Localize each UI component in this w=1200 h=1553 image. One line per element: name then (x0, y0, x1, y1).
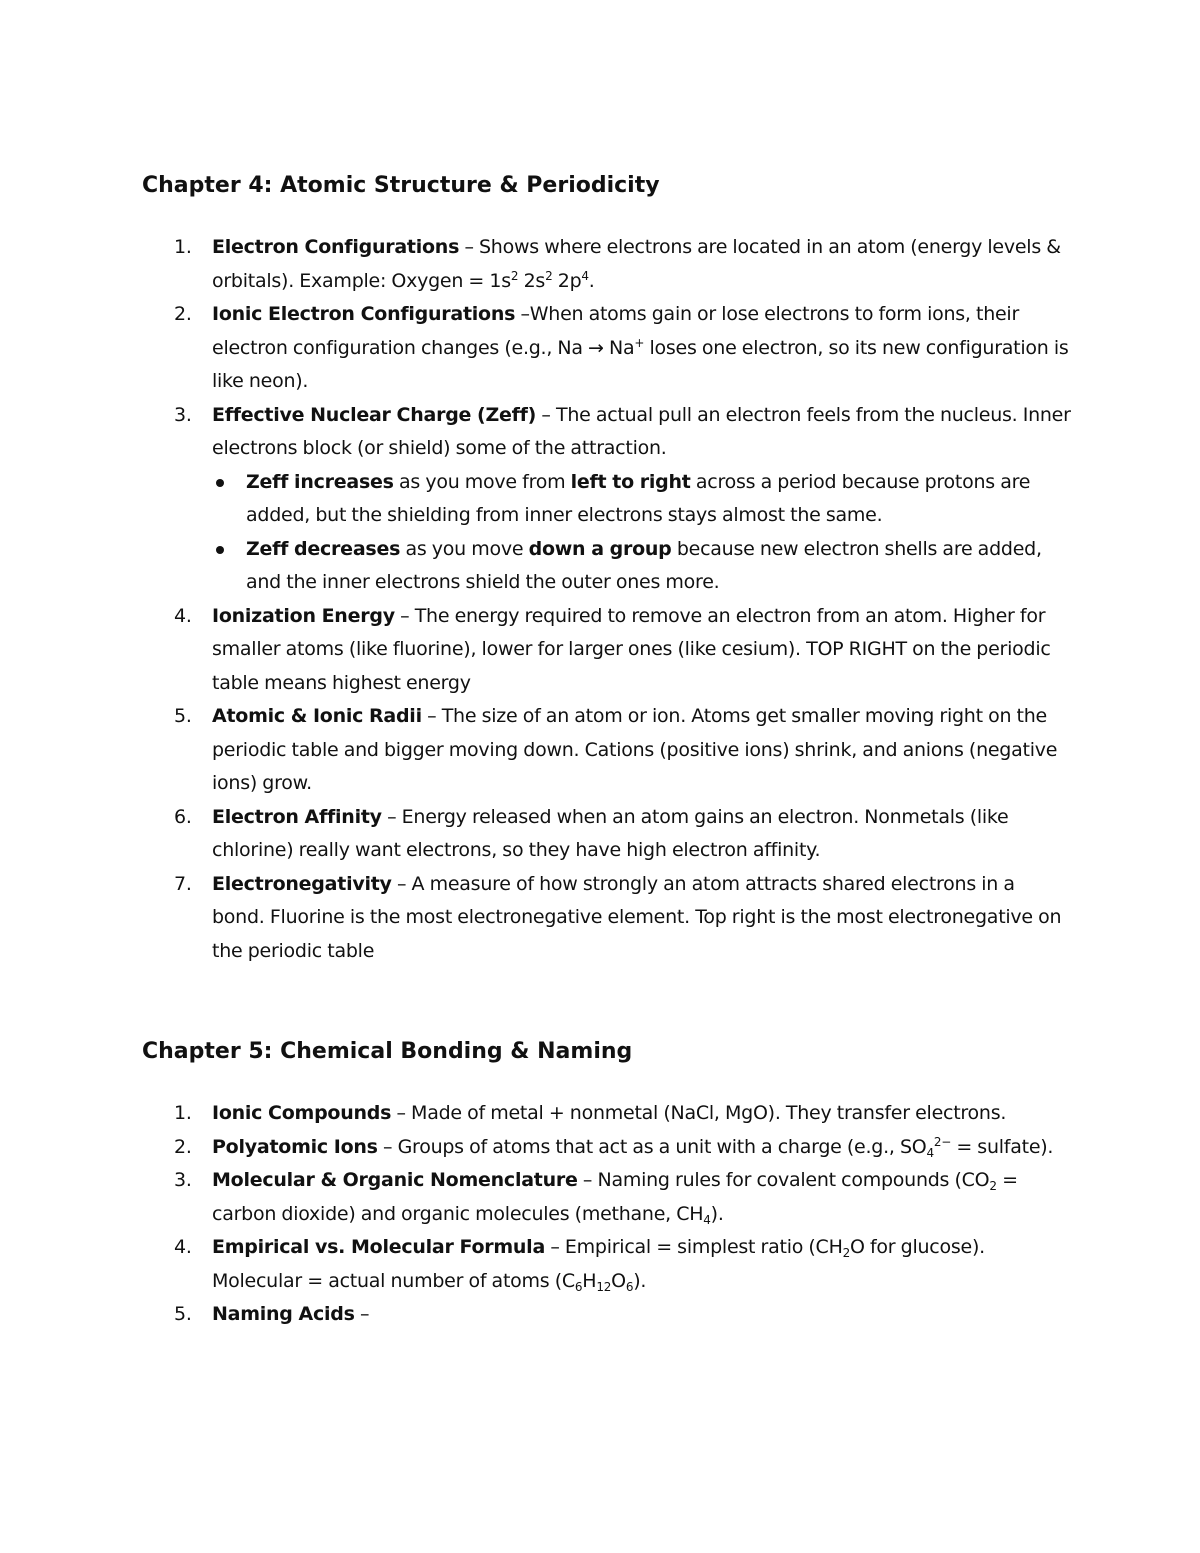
bullet-dot-icon (216, 546, 224, 554)
list-item (142, 1164, 1072, 1231)
item-text: = carbon dioxide) and organic molecules (methane, CH (212, 1169, 1018, 1225)
separator: – (459, 236, 479, 258)
separator: – (394, 604, 415, 627)
term-electron-affinity: Electron Affinity (212, 805, 382, 828)
list-item (142, 700, 1072, 801)
separator: – (577, 1169, 598, 1191)
chapter-4-title: Chapter 4: Atomic Structure & Periodicity (142, 173, 660, 198)
separator: – (536, 403, 556, 426)
list-item (142, 399, 1072, 600)
item-number: 2. (174, 303, 192, 325)
list-item (142, 1131, 1072, 1165)
item-text: Shows where electrons are located in an atom (energy levels & orbitals). Example: Oxygen = 1s (212, 236, 1061, 292)
separator: – (421, 705, 442, 727)
item-text: Made of metal + nonmetal (NaCl, MgO). They transfer electrons. (411, 1102, 1007, 1124)
item-number: 5. (174, 1303, 192, 1325)
item-number: 1. (174, 1102, 192, 1124)
item-text: 2s (518, 269, 546, 292)
item-text: . (588, 269, 595, 292)
item-number: 4. (174, 604, 192, 627)
chapter-4-list (142, 231, 1072, 968)
subscript: 12 (596, 1279, 612, 1294)
bullet-text: because new electron shells are added, and the inner electrons shield the outer ones more. (246, 537, 1042, 593)
list-item (142, 298, 1072, 399)
item-text: The actual pull an electron feels from the nucleus. Inner electrons block (or shield) some of the attraction. (212, 403, 1071, 459)
superscript: + (634, 335, 645, 350)
item-text: When atoms gain or lose electrons to form ions, their electron configuration changes (e.g., Na → Na (212, 303, 1020, 359)
term-naming-acids: Naming Acids (212, 1303, 355, 1325)
bullet-text: as you move from (393, 470, 571, 493)
item-text: ). (710, 1202, 724, 1225)
subscript: 2 (842, 1246, 850, 1260)
item-text: A measure of how strongly an atom attracts shared electrons in a bond. Fluorine is the most electronegative element. Top right is the most electronegative on the periodic table (212, 872, 1062, 962)
item-number: 3. (174, 403, 192, 426)
item-number: 4. (174, 1236, 192, 1258)
item-text: 2p (552, 269, 582, 292)
term-ionic-compounds: Ionic Compounds (212, 1102, 392, 1124)
term-electronegativity: Electronegativity (212, 872, 392, 895)
item-text: H (582, 1269, 597, 1292)
item-text: loses one electron, so its new configuration is like neon). (212, 336, 1069, 392)
subscript: 2 (989, 1179, 997, 1193)
list-item (142, 1231, 1072, 1298)
list-item (142, 801, 1072, 868)
chapter-4-section (142, 168, 1072, 968)
list-item (142, 1298, 1072, 1332)
bullet-item (212, 533, 1072, 600)
item-text: O for glucose). Molecular = actual number of atoms (C (212, 1236, 985, 1292)
bullet-text: as you move (400, 537, 529, 560)
superscript: 2 (545, 268, 553, 283)
term-empirical-molecular-formula: Empirical vs. Molecular Formula (212, 1236, 546, 1258)
list-item (142, 600, 1072, 701)
bullet-bold: left to right (570, 470, 691, 493)
separator: – (515, 303, 530, 325)
list-item (142, 1097, 1072, 1131)
item-text: ). (633, 1269, 647, 1292)
item-number: 3. (174, 1169, 192, 1191)
item-number: 2. (174, 1135, 192, 1158)
term-atomic-ionic-radii: Atomic & Ionic Radii (212, 705, 422, 727)
separator: – (545, 1236, 565, 1258)
term-effective-nuclear-charge: Effective Nuclear Charge (Zeff) (212, 403, 537, 426)
item-number: 1. (174, 236, 192, 258)
item-text: The energy required to remove an electron from an atom. Higher for smaller atoms (like fluorine), lower for larger ones (like cesium). TOP RIGHT on the periodic table means highest energy (212, 604, 1051, 694)
separator: – (391, 1102, 412, 1124)
item-text: The size of an atom or ion. Atoms get smaller moving right on the periodic table and bigger moving down. Cations (positive ions) shrink, and anions (negative ions) grow. (212, 705, 1058, 794)
term-ionic-electron-configurations: Ionic Electron Configurations (212, 303, 516, 325)
bullet-bold: Zeff decreases (246, 537, 401, 560)
subscript: 4 (926, 1145, 934, 1160)
chapter-5-list (142, 1097, 1072, 1332)
chapter-5-section (142, 1034, 1072, 1332)
list-item (142, 231, 1072, 298)
term-ionization-energy: Ionization Energy (212, 604, 395, 627)
item-number: 6. (174, 805, 192, 828)
separator: – (354, 1303, 370, 1325)
bullet-dot-icon (216, 479, 224, 487)
item-text: = sulfate). (951, 1135, 1054, 1158)
superscript: 2− (933, 1134, 952, 1149)
term-polyatomic-ions: Polyatomic Ions (212, 1135, 378, 1158)
subscript: 6 (574, 1279, 583, 1294)
item-text: Energy released when an atom gains an electron. Nonmetals (like chlorine) really want electrons, so they have high electron affinity. (212, 805, 1009, 861)
superscript: 2 (510, 268, 519, 283)
bullet-bold: Zeff increases (246, 470, 394, 493)
item-number: 7. (174, 872, 192, 895)
term-electron-configurations: Electron Configurations (212, 236, 460, 258)
separator: – (391, 872, 412, 895)
chapter-5-title: Chapter 5: Chemical Bonding & Naming (142, 1039, 633, 1064)
item-text: Groups of atoms that act as a unit with a charge (e.g., SO (397, 1135, 927, 1158)
separator: – (377, 1135, 398, 1158)
superscript: 4 (581, 268, 589, 283)
bullet-item (212, 466, 1072, 533)
item-text: Empirical = simplest ratio (CH (564, 1236, 843, 1258)
subscript: 4 (703, 1212, 711, 1227)
item-number: 5. (174, 705, 192, 727)
zeff-bullet-list (212, 466, 1072, 600)
separator: – (381, 805, 402, 828)
list-item (142, 868, 1072, 969)
bullet-bold: down a group (528, 537, 672, 560)
item-text: O (611, 1269, 626, 1292)
term-molecular-organic-nomenclature: Molecular & Organic Nomenclature (212, 1169, 578, 1191)
bullet-text: across a period because protons are added, but the shielding from inner electrons stays almost the same. (246, 470, 1031, 526)
item-text: Naming rules for covalent compounds (CO (597, 1169, 990, 1191)
subscript: 6 (625, 1279, 634, 1294)
